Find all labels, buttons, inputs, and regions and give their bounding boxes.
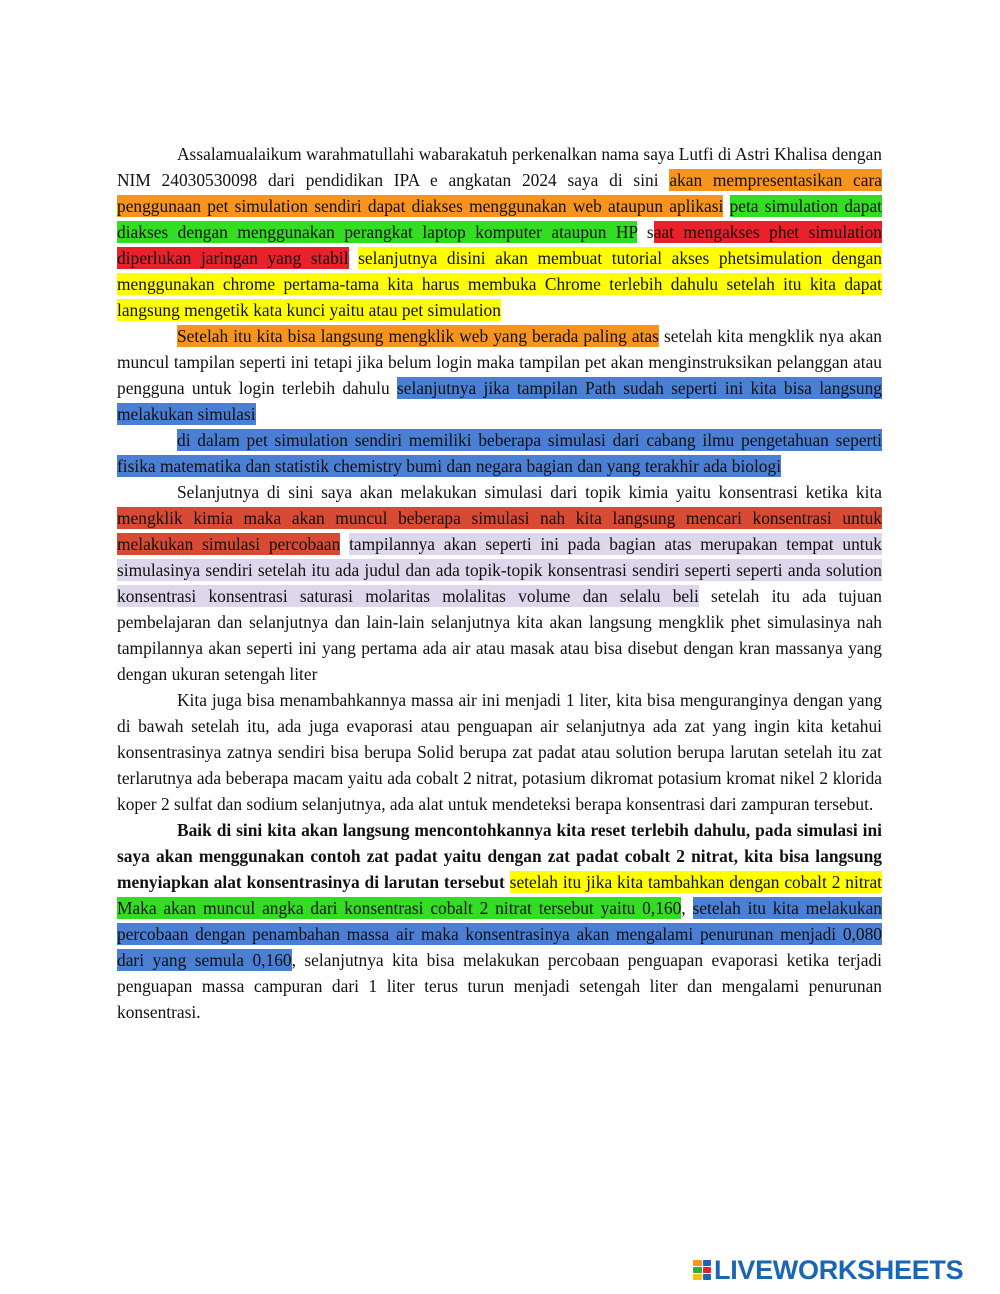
highlight-red: aat mengakses phet simulation diperlukan jaringan yang stabil — [117, 222, 883, 268]
logo-text: LIVEWORKSHEETS — [714, 1255, 964, 1285]
text-segment: setelah kita mengklik nya akan muncul tampilan seperti ini tetapi jika belum login maka tampilan pet akan menginstruksikan pelanggan atau pengguna untuk login terlebih dahulu — [117, 326, 882, 398]
logo-mark-square — [693, 1267, 702, 1273]
text-segment: Selanjutnya di sini saya akan melakukan simulasi dari topik kimia yaitu konsentrasi ketika kita — [177, 482, 882, 502]
document-body — [117, 141, 882, 1025]
text-segment: s — [637, 222, 654, 242]
highlight-green: peta simulation dapat diakses dengan menggunakan perangkat laptop komputer ataupun HP — [117, 196, 882, 242]
text-segment — [340, 534, 349, 554]
logo-mark-square — [703, 1260, 712, 1266]
text-segment — [349, 248, 359, 268]
highlight-darkred: mengklik kimia maka akan muncul beberapa simulasi nah kita langsung mencari konsentrasi untuk melakukan simulasi percobaan — [117, 508, 882, 554]
text-segment: setelah itu ada tujuan pembelajaran dan selanjutnya dan lain-lain selanjutnya kita akan langsung mengklik phet simulasinya nah tampilannya akan seperti ini yang pertama ada air atau masak atau bisa disebut dengan kran massanya yang dengan ukuran setengah liter — [117, 586, 882, 684]
liveworksheets-logo[interactable] — [693, 1257, 963, 1283]
highlight-orange: Setelah itu kita bisa langsung mengklik web yang berada paling atas — [177, 326, 659, 346]
paragraph — [117, 687, 882, 817]
logo-mark-square — [693, 1274, 702, 1280]
logo-mark-square — [693, 1260, 702, 1266]
highlight-green: Maka akan muncul angka dari konsentrasi cobalt 2 nitrat tersebut yaitu 0,160 — [117, 898, 682, 918]
highlight-orange: akan mempresentasikan cara penggunaan pet simulation sendiri dapat diakses menggunakan web ataupun aplikasi — [117, 170, 883, 216]
text-segment: Kita juga bisa menambahkannya massa air ini menjadi 1 liter, kita bisa menguranginya dengan yang di bawah setelah itu, ada juga evaporasi atau penguapan air selanjutnya ada zat yang ingin kita ketahui konsentrasinya zatnya sendiri bisa berupa Solid berupa zat padat atau solution berupa larutan setelah itu zat terlarutnya ada beberapa macam yaitu ada cobalt 2 nitrat, potasium dikromat potasium kromat nikel 2 klorida koper 2 sulfat dan sodium selanjutnya, ada alat untuk mendeteksi berapa konsentrasi dari zampuran tersebut. — [117, 690, 882, 814]
highlight-yellow: setelah itu jika kita tambahkan dengan cobalt 2 nitrat — [509, 872, 882, 892]
highlight-blue: di dalam pet simulation sendiri memiliki beberapa simulasi dari cabang ilmu pengetahuan seperti fisika matematika dan statistik chemistry bumi dan negara bagian dan yang terakhir ada biologi — [117, 430, 882, 476]
paragraph — [117, 323, 882, 427]
paragraph — [117, 817, 882, 1025]
highlight-lavender: tampilannya akan seperti ini pada bagian atas merupakan tempat untuk simulasinya sendiri setelah itu ada judul dan ada topik-topik konsentrasi sendiri seperti seperti anda solution konsentrasi konsentrasi saturasi molaritas molalitas volume dan selalu beli — [117, 534, 882, 606]
text-segment: , selanjutnya kita bisa melakukan percobaan penguapan evaporasi ketika terjadi penguapan massa campuran dari 1 liter terus turun menjadi setengah liter dan mengalami penurunan konsentrasi. — [117, 950, 882, 1022]
highlight-yellow: selanjutnya disini akan membuat tutorial akses phetsimulation dengan menggunakan chrome pertama-tama kita harus membuka Chrome terlebih dahulu setelah itu kita dapat langsung mengetik kata kunci yaitu atau pet simulation — [117, 248, 882, 320]
paragraph — [117, 141, 882, 323]
paragraph — [117, 427, 882, 479]
text-segment — [723, 196, 729, 216]
text-segment — [505, 872, 510, 892]
logo-mark-square — [703, 1274, 712, 1280]
paragraph — [117, 479, 882, 687]
logo-mark-icon — [693, 1260, 711, 1280]
text-segment: Assalamualaikum warahmatullahi wabarakatuh perkenalkan nama saya Lutfi di Astri Khalisa dengan NIM 24030530098 dari pendidikan IPA e angkatan 2024 saya di sini — [117, 144, 882, 190]
text-segment: , — [681, 898, 693, 918]
highlight-blue: setelah itu kita melakukan percobaan dengan penambahan massa air maka konsentrasinya akan mengalami penurunan menjadi 0,080 dari yang semula 0,160 — [117, 898, 882, 970]
text-segment: Baik di sini kita akan langsung mencontohkannya kita reset terlebih dahulu, pada simulasi ini saya akan menggunakan contoh zat padat yaitu dengan zat padat cobalt 2 nitrat, kita bisa langsung menyiapkan alat konsentrasinya di larutan tersebut — [117, 820, 882, 892]
highlight-blue: selanjutnya jika tampilan Path sudah seperti ini kita bisa langsung melakukan simulasi — [117, 378, 882, 424]
logo-mark-square — [703, 1267, 712, 1273]
